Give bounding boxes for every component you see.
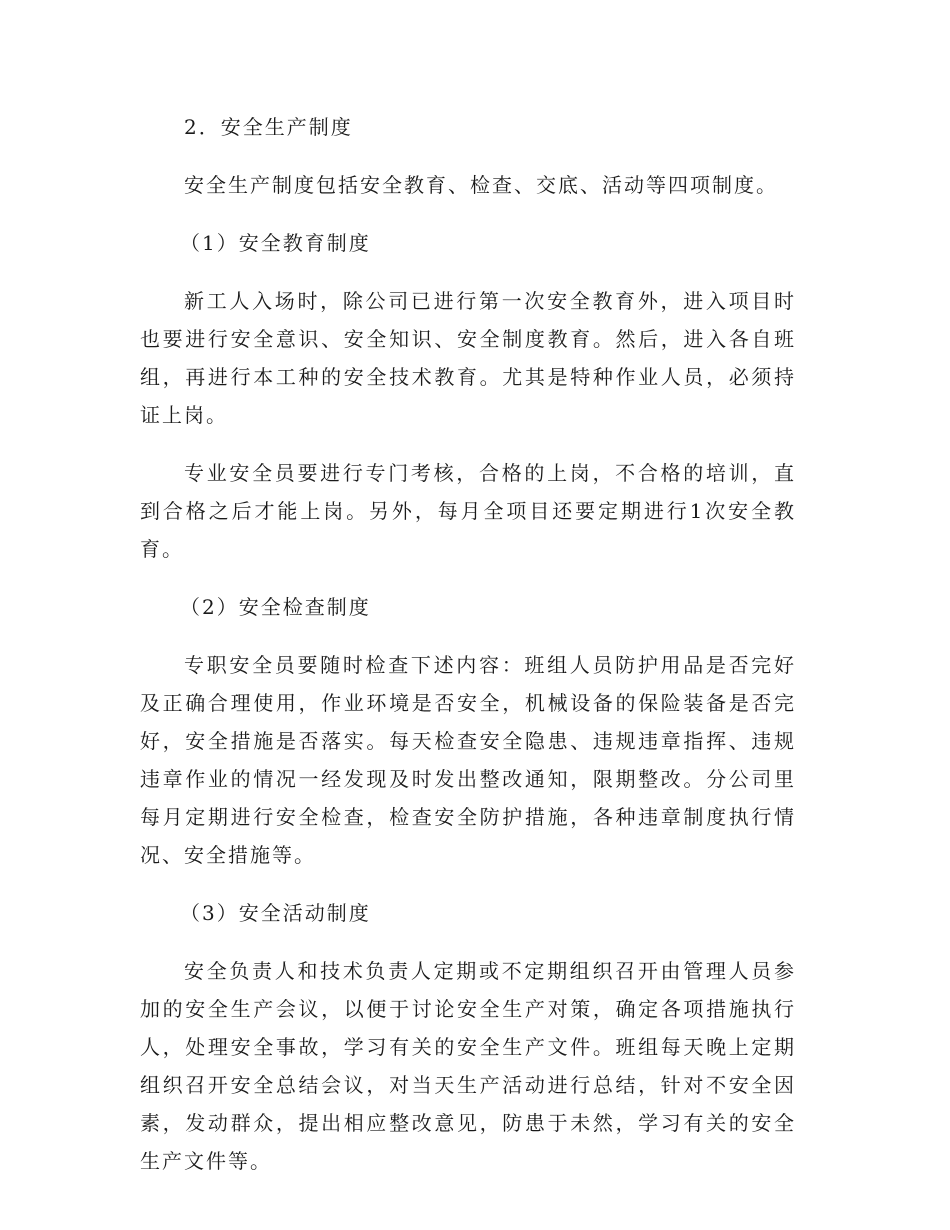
intro-paragraph: 安全生产制度包括安全教育、检查、交底、活动等四项制度。 bbox=[184, 173, 778, 197]
education-paragraph-2: 专业安全员要进行专门考核，合格的上岗，不合格的培训，直到合格之后才能上岗。另外，每月全项目还要定期进行1次安全教育。 bbox=[140, 461, 796, 561]
document-body bbox=[140, 108, 796, 1200]
subsection-title-education: （1）安全教育制度 bbox=[180, 231, 371, 255]
inspection-paragraph-1: 专职安全员要随时检查下述内容：班组人员防护用品是否完好及正确合理使用，作业环境是否安全，机械设备的保险装备是否完好，安全措施是否落实。每天检查安全隐患、违规违章指挥、违规违章作业的情况一经发现及时发出整改通知，限期整改。分公司里每月定期进行安全检查，检查安全防护措施，各种违章制度执行情况、安全措施等。 bbox=[140, 653, 796, 867]
subsection-title-activity: （3）安全活动制度 bbox=[180, 901, 371, 925]
section-title: 2．安全生产制度 bbox=[184, 115, 353, 139]
activity-paragraph-1: 安全负责人和技术负责人定期或不定期组织召开由管理人员参加的安全生产会议，以便于讨论安全生产对策，确定各项措施执行人，处理安全事故，学习有关的安全生产文件。班组每天晚上定期组织召开安全总结会议，对当天生产活动进行总结，针对不安全因素，发动群众，提出相应整改意见，防患于未然，学习有关的安全生产文件等。 bbox=[140, 959, 796, 1173]
subsection-title-inspection: （2）安全检查制度 bbox=[180, 595, 371, 619]
education-paragraph-1: 新工人入场时，除公司已进行第一次安全教育外，进入项目时也要进行安全意识、安全知识、安全制度教育。然后，进入各自班组，再进行本工种的安全技术教育。尤其是特种作业人员，必须持证上岗。 bbox=[140, 289, 796, 427]
